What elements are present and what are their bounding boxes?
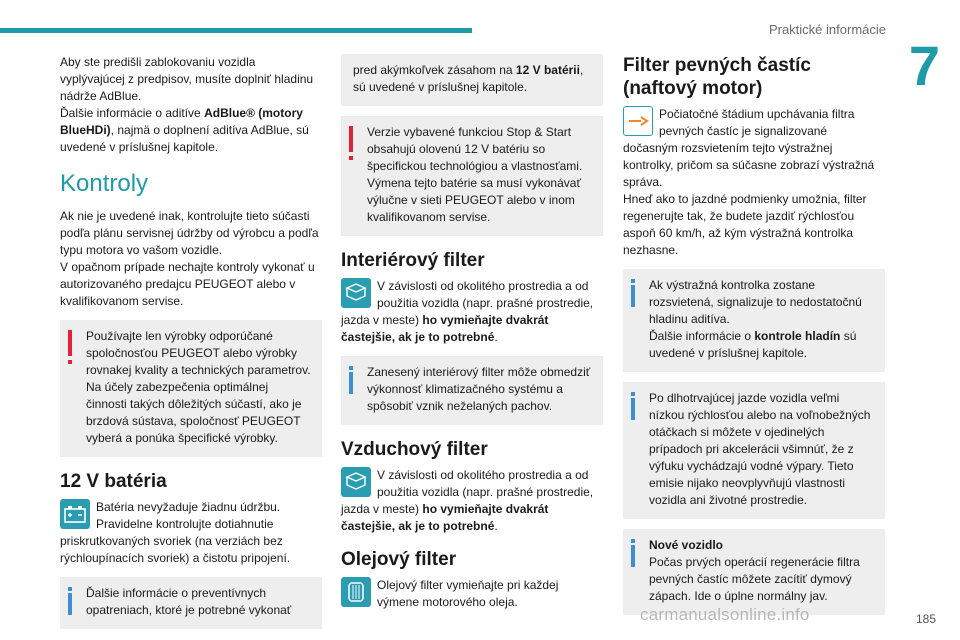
battery-info-box-continued: pred akýmkoľvek zásahom na 12 V batérii, sú uvedené v príslušnej kapitole. [341,54,603,106]
info-box: Ďalšie informácie o preventívnych opatreniach, ktoré je potrebné vykonať [60,577,322,629]
cabin-filter-icon [341,278,371,308]
cabin-filter-section: V závislosti od okolitého prostredia a od použitia vozidla (napr. prašné prostredie, jazda v meste) ho vymieňajte dvakrát častejšie, ak je to potrebné. [341,279,594,344]
kontroly-text: Ak nie je uvedené inak, kontrolujte tieto súčasti podľa plánu servisnej údržby od výrobcu a podľa typu motora vo vašom vozidle. [60,209,319,257]
battery-section: Batéria nevyžaduje žiadnu údržbu. Pravidelne kontrolujte dotiahnutie priskrutkovaných svoriek (na verziách bez rýchloupínacích svoriek) a čistotu pripojení. [60,500,291,565]
warning-icon [349,126,353,152]
section-title: Praktické informácie [768,22,886,37]
watermark: carmanualsonline.info [640,605,810,624]
info-icon [68,593,72,615]
intro-text: Aby ste predišli zablokovaniu vozidla vyplývajúcej z predpisov, musíte doplniť hladinu nádrže AdBlue. Ďalšie informácie o aditíve AdBlue® (motory BlueHDi), najmä o doplnení aditíva AdBlue, sú uvedené v príslušnej kapitole. [60,55,314,154]
info-box-cabin-filter: Zanesený interiérový filter môže obmedziť výkonnosť klimatizačného systému a spôsobiť vznik neželaných pachov. [341,356,603,425]
info-icon [349,372,353,394]
kontroly-text-2: V opačnom prípade nechajte kontroly vykonať u autorizovaného predajcu PEUGEOT alebo v kvalifikovanom servise. [60,260,315,308]
chapter-number: 7 [908,34,940,97]
oil-filter-icon [341,577,371,607]
column-1 [60,54,322,629]
air-filter-icon [341,467,371,497]
info-icon [631,545,635,567]
info-icon [631,285,635,307]
oil-filter-section: Olejový filter vymieňajte pri každej výmene motorového oleja. [341,577,603,611]
warning-box: Používajte len výrobky odporúčané spoločnosťou PEUGEOT alebo výrobky rovnakej kvality a technických parametrov. Na účely zabezpečenia optimálnej činnosti takých dôležitých súčastí, ako je brzdová sústava, spoločnosť PEUGEOT vyberá a ponúka špecifické výrobky. [60,320,322,457]
air-filter-heading: Vzduchový filter [341,439,488,460]
info-box-additive: Ak výstražná kontrolka zostane rozsvietená, signalizuje to nedostatočnú hladinu aditíva. Ďalšie informácie o kontrole hladín sú uvedené v príslušnej kapitole. [623,269,885,372]
warning-icon [68,330,72,356]
battery-icon [60,499,90,529]
info-icon [631,398,635,420]
column-3 [623,54,885,615]
header-accent-bar [0,28,472,33]
air-filter-section: V závislosti od okolitého prostredia a od použitia vozidla (napr. prašné prostredie, jazda v meste) ho vymieňajte dvakrát častejšie, ak je to potrebné. [341,468,594,533]
battery-heading: 12 V batéria [60,471,167,492]
cabin-filter-heading: Interiérový filter [341,250,485,271]
dpf-section: Počiatočné štádium upchávania filtra pevných častíc je signalizované dočasným rozsvietením tejto výstražnej kontrolky, pričom sa súčasne zobrazí výstražná správa. Hneď ako to jazdné podmienky umožnia, filter regenerujte tak, že budete jazdiť rýchlosťou aspoň 60 km/h, až kým výstražná kontrolka nezhasne. [623,107,875,257]
page-number: 185 [915,612,936,626]
kontroly-heading: Kontroly [60,170,149,197]
particulate-filter-warning-icon [623,106,653,136]
dpf-heading: Filter pevných častíc (naftový motor) [623,55,811,99]
info-box-new-vehicle: Nové vozidlo Počas prvých operácií regenerácie filtra pevných častíc môžete zacítiť dymový zápach. Ide o úplne normálny jav. [623,529,885,615]
column-2 [341,54,603,611]
info-box-low-speed: Po dlhotrvajúcej jazde vozidla veľmi nízkou rýchlosťou alebo na voľnobežných otáčkach si môžete v ojedinelých prípadoch pri akcelerácii všimnúť, že z výfuku vychádzajú vodné výpary. Tieto emisie nijako neovplyvňujú vlastnosti vozidla ani životné prostredie. [623,382,885,519]
warning-box-battery: Verzie vybavené funkciou Stop & Start obsahujú olovenú 12 V batériu so špecifickou technológiou a vlastnosťami. Výmena tejto batérie sa musí vykonávať výlučne v sieti PEUGEOT alebo v inom kvalifikovanom servise. [341,116,603,236]
oil-filter-heading: Olejový filter [341,549,457,570]
